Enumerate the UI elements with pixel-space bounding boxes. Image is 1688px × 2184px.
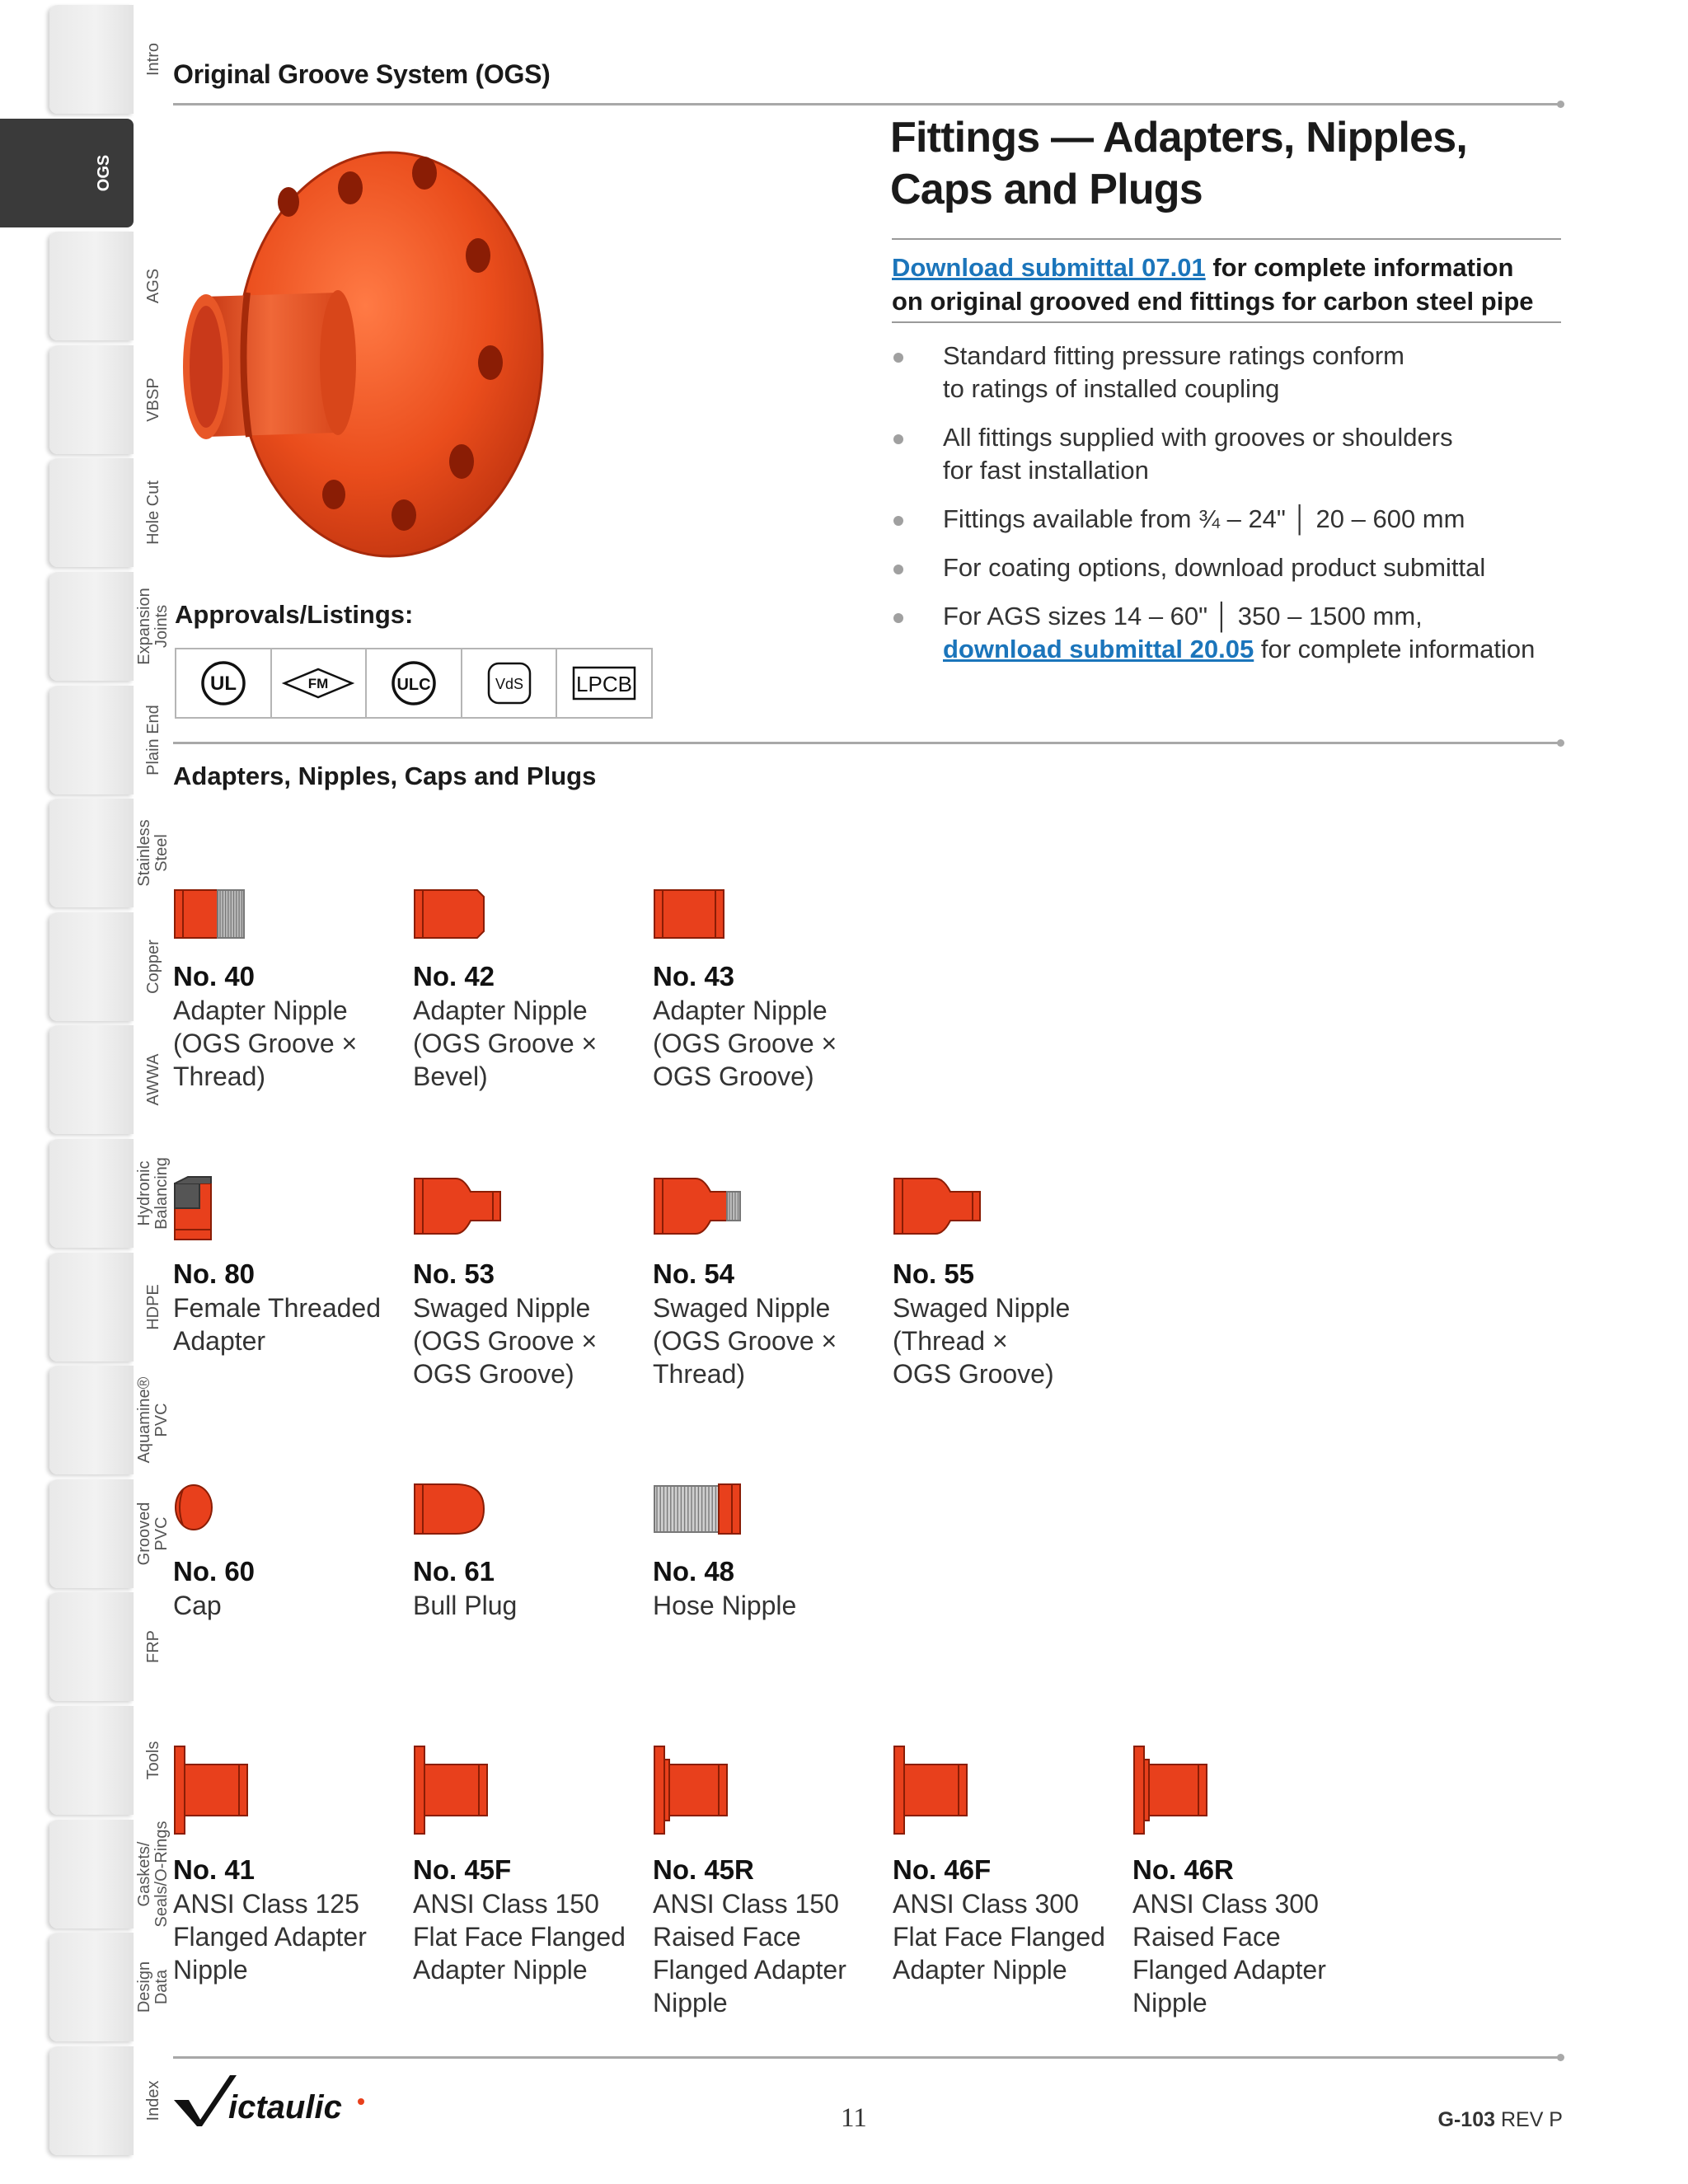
side-tab-label: Index: [143, 2080, 162, 2121]
flanged-adapter-125-icon: [173, 1745, 251, 1840]
bullet-dot-icon: [893, 613, 903, 623]
side-tab-frp[interactable]: [49, 1592, 162, 1701]
side-tab-ogs[interactable]: [0, 119, 134, 227]
adapter-nipple-thread-icon: [173, 885, 247, 947]
footer-rule: [173, 2056, 1561, 2059]
product-name: ANSI Class 150 Flat Face Flanged Adapter Nipple: [413, 1889, 626, 1985]
ul-mark: [176, 649, 272, 717]
vds-mark: [462, 649, 558, 717]
adapter-nipple-groove-icon: [653, 885, 727, 947]
side-tab-vbsp[interactable]: [49, 345, 162, 454]
side-tab-aquamine-pvc[interactable]: [49, 1366, 171, 1474]
product-number: No. 54: [653, 1258, 735, 1289]
side-tab-label: AGS: [143, 269, 162, 304]
submittal-20-05-link[interactable]: download submittal 20.05: [943, 635, 1254, 663]
side-tab-stainless-steel[interactable]: [49, 799, 171, 907]
side-tab-label: Design Data: [135, 1961, 171, 2013]
side-tab-label: Plain End: [143, 704, 162, 776]
feature-bullet: [892, 503, 1561, 536]
feature-bullet: [892, 340, 1561, 405]
product-name: Swaged Nipple (OGS Groove × Thread): [653, 1293, 837, 1389]
svg-text:VdS: VdS: [495, 676, 523, 692]
feature-bullets: [892, 340, 1561, 682]
side-tab-label: OGS: [94, 154, 113, 191]
product-name: ANSI Class 300 Raised Face Flanged Adapter Nipple: [1132, 1889, 1326, 2018]
side-tab-plain-end[interactable]: [49, 686, 162, 794]
svg-text:UL: UL: [209, 673, 237, 695]
section-title: Original Groove System (OGS): [173, 59, 551, 89]
side-tab-label: HDPE: [143, 1283, 162, 1330]
product-number: No. 45R: [653, 1854, 754, 1885]
product-number: No. 42: [413, 961, 495, 991]
product-name: Female Threaded Adapter: [173, 1293, 381, 1356]
product-name: Hose Nipple: [653, 1591, 797, 1620]
submittal-rule: [892, 321, 1561, 323]
side-tab-label: Intro: [143, 42, 162, 77]
page-number: 11: [841, 2103, 867, 2133]
product-number: No. 80: [173, 1258, 256, 1289]
bullet-text: For AGS sizes 14 – 60" │ 350 – 1500 mm,: [943, 602, 1423, 630]
product-name: Swaged Nipple (Thread × OGS Groove): [893, 1293, 1071, 1389]
side-tab-label: VBSP: [143, 377, 162, 422]
bullet-dot-icon: [893, 434, 903, 444]
feature-bullet: [892, 421, 1561, 487]
bullet-text-tail: for complete information: [1254, 635, 1536, 663]
side-tab-copper[interactable]: [49, 912, 162, 1021]
product-name: Bull Plug: [413, 1591, 518, 1620]
female-threaded-adapter-icon: [173, 1175, 214, 1245]
ulc-mark: [367, 649, 462, 717]
swaged-nipple-thread-icon: [653, 1175, 743, 1241]
side-tab-hdpe[interactable]: [49, 1253, 162, 1361]
flanged-adapter-300f-icon: [893, 1745, 971, 1840]
document-code: G-103 REV P: [1437, 2108, 1563, 2131]
side-tab-label: Stainless Steel: [135, 819, 171, 887]
swaged-nipple-groove-icon: [413, 1175, 504, 1241]
product-number: No. 40: [173, 961, 256, 991]
side-tab-awwa[interactable]: [49, 1025, 162, 1134]
flanged-adapter-150r-icon: [653, 1745, 731, 1840]
fm-mark: [272, 649, 368, 717]
product-name: ANSI Class 125 Flanged Adapter Nipple: [173, 1889, 367, 1985]
bullet-text: For coating options, download product submittal: [943, 553, 1486, 582]
cap-icon: [173, 1483, 214, 1536]
svg-text:FM: FM: [308, 676, 329, 691]
feature-bullet: [892, 551, 1561, 584]
side-tab-label: Expansion Joints: [135, 588, 171, 665]
side-tab-tools[interactable]: [49, 1706, 162, 1815]
product-name: Cap: [173, 1591, 222, 1620]
side-tab-label: Hydronic Balancing: [135, 1157, 171, 1230]
page-title: Fittings — Adapters, Nipples, Caps and Plugs: [890, 114, 1468, 213]
bullet-text: Fittings available from ¾ – 24" │ 20 – 600 mm: [943, 504, 1465, 533]
side-tab-hole-cut[interactable]: [49, 458, 162, 567]
flanged-adapter-300r-icon: [1132, 1745, 1211, 1840]
product-number: No. 55: [893, 1258, 975, 1289]
product-number: No. 53: [413, 1258, 495, 1289]
product-number: No. 46F: [893, 1854, 992, 1885]
product-name: ANSI Class 300 Flat Face Flanged Adapter Nipple: [893, 1889, 1105, 1985]
title-rule: [892, 238, 1561, 240]
side-tab-grooved-pvc[interactable]: [49, 1479, 171, 1588]
product-name: Adapter Nipple (OGS Groove × Bevel): [413, 996, 598, 1091]
swaged-nipple-thread-groove-icon: [893, 1175, 983, 1241]
section-rule: [173, 742, 1561, 744]
approvals-strip: [175, 648, 653, 719]
svg-text:ictaulic: ictaulic: [228, 2089, 342, 2125]
product-name: ANSI Class 150 Raised Face Flanged Adapter Nipple: [653, 1889, 846, 2018]
side-tab-label: Tools: [143, 1741, 162, 1780]
flanged-adapter-photo: [169, 115, 556, 560]
product-name: Adapter Nipple (OGS Groove × Thread): [173, 996, 358, 1091]
victaulic-logo: [171, 2069, 368, 2126]
bullet-dot-icon: [893, 353, 903, 363]
side-tab-nav: [0, 0, 171, 2184]
feature-bullet: [892, 600, 1561, 666]
svg-text:ULC: ULC: [396, 676, 431, 694]
products-section-title: Adapters, Nipples, Caps and Plugs: [173, 762, 597, 790]
product-name: Swaged Nipple (OGS Groove × OGS Groove): [413, 1293, 598, 1389]
side-tab-expansion-joints[interactable]: [49, 572, 171, 681]
side-tab-label: Hole Cut: [143, 480, 162, 546]
side-tab-intro[interactable]: [49, 5, 162, 114]
approvals-title: Approvals/Listings:: [175, 600, 414, 629]
bullet-text: All fittings supplied with grooves or shoulders for fast installation: [943, 423, 1453, 485]
bullet-text: Standard fitting pressure ratings conform to ratings of installed coupling: [943, 341, 1404, 403]
lpcb-mark: [557, 649, 651, 717]
submittal-07-01-link[interactable]: Download submittal 07.01: [892, 253, 1206, 282]
side-tab-label: Gaskets/ Seals/O-Rings: [135, 1821, 171, 1928]
flanged-adapter-150f-icon: [413, 1745, 491, 1840]
side-tab-ags[interactable]: [49, 232, 162, 340]
adapter-nipple-bevel-icon: [413, 885, 487, 947]
hose-nipple-icon: [653, 1483, 743, 1540]
side-tab-label: Copper: [143, 940, 162, 994]
svg-text:LPCB: LPCB: [576, 672, 633, 696]
product-number: No. 43: [653, 961, 735, 991]
bullet-dot-icon: [893, 516, 903, 526]
bullet-dot-icon: [893, 565, 903, 574]
side-tab-design-data[interactable]: [49, 1933, 171, 2041]
product-number: No. 45F: [413, 1854, 512, 1885]
product-number: No. 46R: [1132, 1854, 1234, 1885]
side-tab-index[interactable]: [49, 2046, 162, 2155]
side-tab-label: Grooved PVC: [135, 1502, 171, 1566]
bull-plug-icon: [413, 1483, 487, 1540]
product-number: No. 41: [173, 1854, 256, 1885]
product-number: No. 61: [413, 1556, 495, 1586]
side-tab-gaskets-seals-o-rings[interactable]: [49, 1820, 171, 1929]
side-tab-hydronic-balancing[interactable]: [49, 1139, 171, 1248]
side-tab-label: Aquamine® PVC: [135, 1376, 171, 1464]
side-tab-label: FRP: [143, 1630, 162, 1664]
product-number: No. 48: [653, 1556, 735, 1586]
product-name: Adapter Nipple (OGS Groove × OGS Groove): [653, 996, 837, 1091]
product-number: No. 60: [173, 1556, 256, 1586]
header-rule: [173, 103, 1561, 105]
submittal-note: Download submittal 07.01 for complete information on original grooved end fittings for carbon steel pipe: [892, 253, 1534, 316]
side-tab-label: AWWA: [143, 1053, 162, 1106]
